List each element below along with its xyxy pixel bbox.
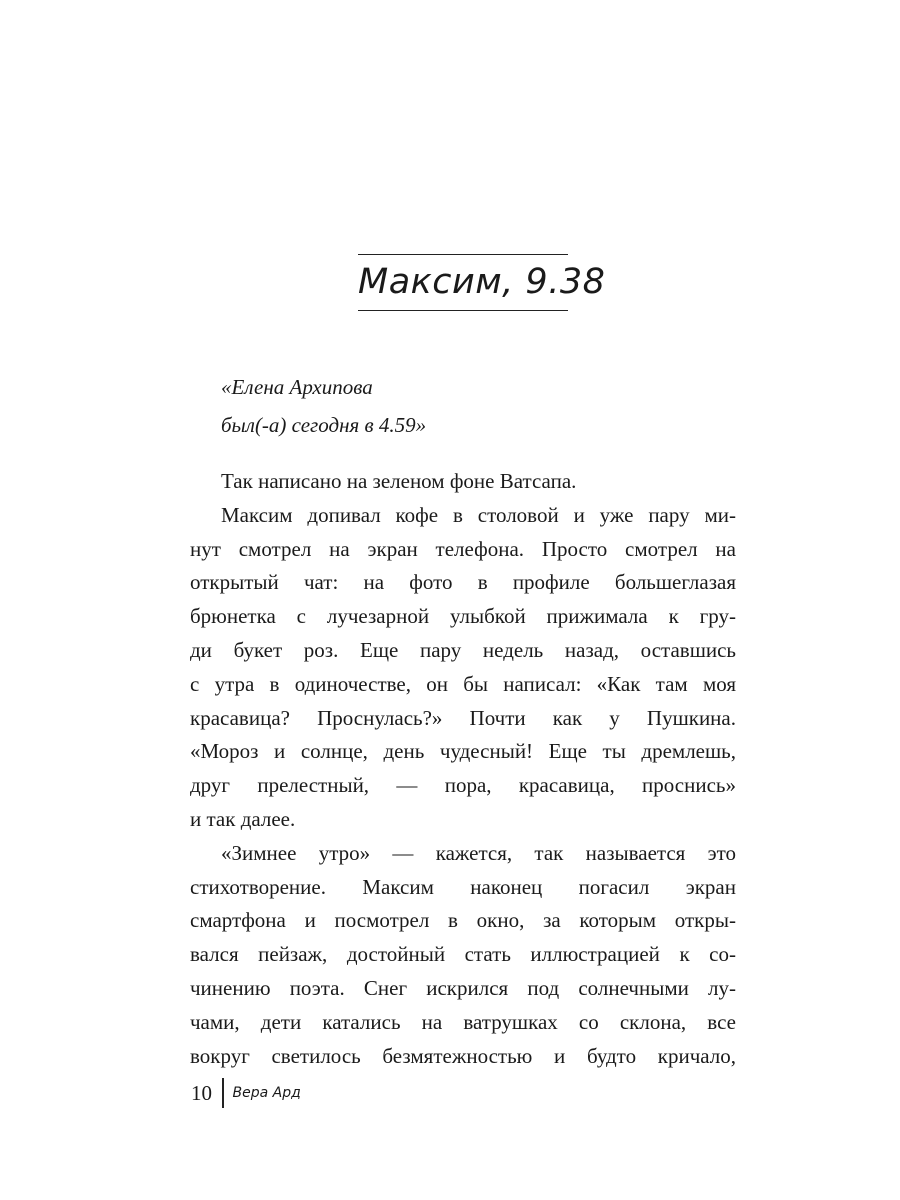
text-line: красавица? Проснулась?» Почти как у Пушкина. (190, 705, 736, 730)
text-line: брюнетка с лучезарной улыбкой прижимала к гру- (190, 604, 736, 629)
running-head-author: Вера Ард (232, 1085, 301, 1101)
chapter-heading (358, 254, 606, 311)
text-line: и так далее. (190, 806, 296, 831)
text-line: вался пейзаж, достойный стать иллюстрацией к со- (190, 942, 736, 967)
epigraph (221, 368, 426, 444)
text-line: Максим допивал кофе в столовой и уже пару ми- (221, 502, 736, 527)
text-line: «Мороз и солнце, день чудесный! Еще ты дремлешь, (190, 739, 736, 764)
text-line: нут смотрел на экран телефона. Просто смотрел на (190, 536, 736, 561)
text-line: вокруг светилось безмятежностью и будто кричало, (190, 1043, 736, 1068)
text-line: «Зимнее утро» — кажется, так называется это (221, 840, 736, 865)
epigraph-line: «Елена Архипова (221, 375, 373, 399)
page-footer (191, 1078, 301, 1108)
text-line: чинению поэта. Снег искрился под солнечными лу- (190, 975, 736, 1000)
text-line: с утра в одиночестве, он бы написал: «Как там моя (190, 671, 736, 696)
text-line: смартфона и посмотрел в окно, за которым откры- (190, 908, 736, 933)
text-line: друг прелестный, — пора, красавица, проснись» (190, 773, 736, 798)
text-line: стихотворение. Максим наконец погасил экран (190, 874, 736, 899)
page-number: 10 (191, 1081, 212, 1105)
text-line: открытый чат: на фото в профиле большеглазая (190, 570, 736, 595)
text-line: ди букет роз. Еще пару недель назад, оставшись (190, 637, 736, 662)
body-text (190, 465, 736, 1073)
text-line: чами, дети катались на ватрушках со склона, все (190, 1009, 736, 1034)
chapter-title: Максим, 9.38 (358, 262, 606, 302)
text-line: Так написано на зеленом фоне Ватсапа. (221, 469, 577, 493)
epigraph-line: был(-а) сегодня в 4.59» (221, 413, 427, 437)
